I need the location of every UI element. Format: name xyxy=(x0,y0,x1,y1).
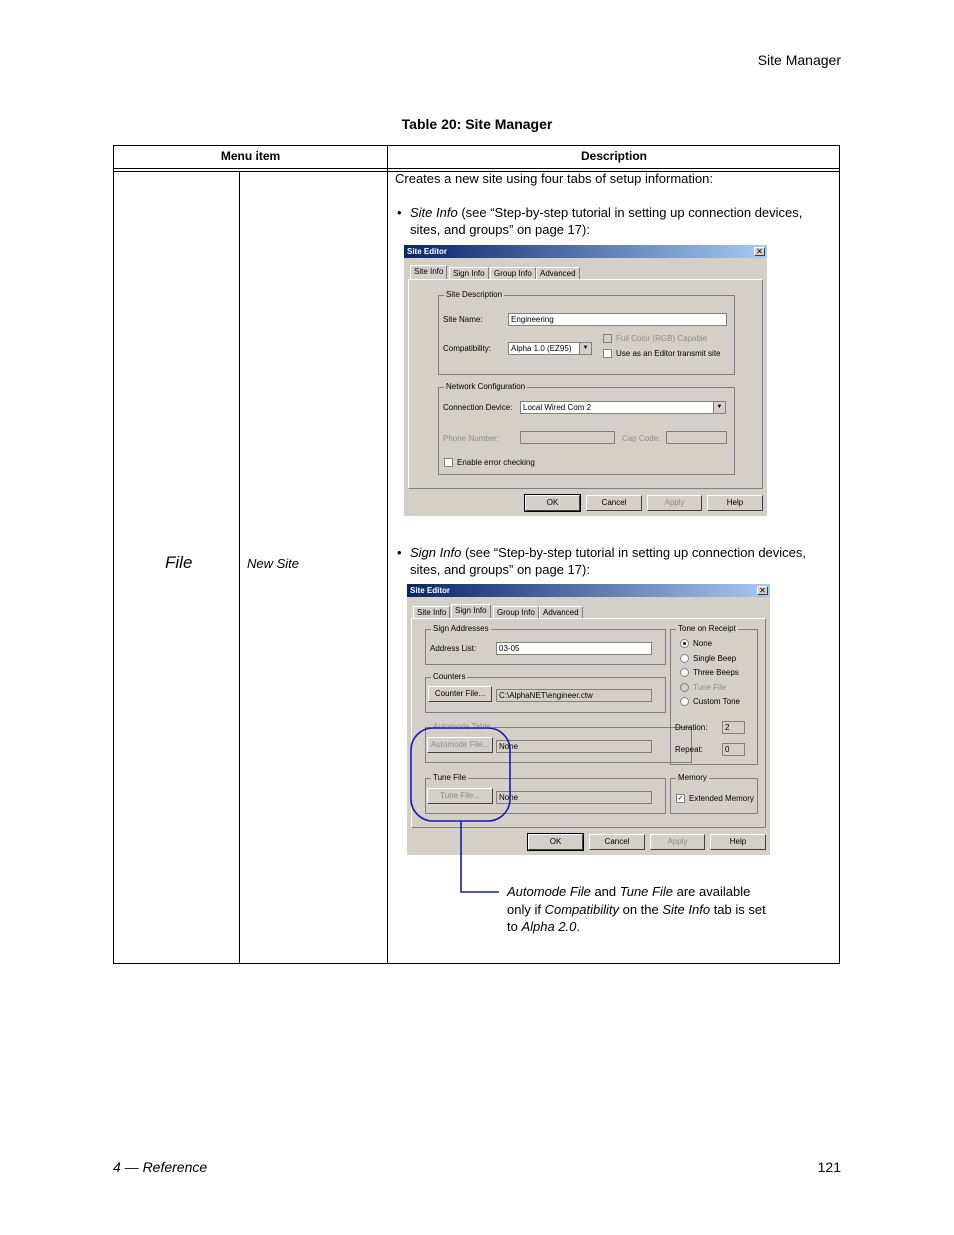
extended-memory-label: Extended Memory xyxy=(689,794,754,803)
error-checking-label: Enable error checking xyxy=(457,458,535,467)
site-name-label: Site Name: xyxy=(443,315,483,324)
tone-on-receipt-group: Tone on Receipt xyxy=(670,629,758,765)
counter-file-button[interactable]: Counter File... xyxy=(428,686,492,702)
chevron-down-icon: ▼ xyxy=(713,402,725,413)
close-icon[interactable]: ✕ xyxy=(757,586,768,595)
duration-label: Duration: xyxy=(675,723,708,732)
tab-site-info[interactable]: Site Info xyxy=(413,606,450,619)
cap-code-label: Cap Code: xyxy=(622,434,661,443)
description-intro: Creates a new site using four tabs of setup information: xyxy=(395,171,713,186)
tune-file-path: None xyxy=(496,791,652,804)
highlight-ring xyxy=(411,728,510,821)
callout-note: Automode File and Tune File are available only if Compatibility on the Site Info tab is set to Alpha 2.0. xyxy=(507,884,766,934)
cancel-button[interactable]: Cancel xyxy=(589,834,645,850)
repeat-input[interactable]: 0 xyxy=(722,743,745,756)
bullet-site-info: • Site Info (see “Step-by-step tutorial in setting up connection devices, sites, and groups” on page 17): xyxy=(397,205,803,237)
extended-memory-checkbox[interactable]: ✓ xyxy=(677,795,684,802)
connection-device-select[interactable]: Local Wired Com 2 ▼ xyxy=(520,401,726,414)
tone-single-beep-label: Single Beep xyxy=(693,654,737,663)
network-configuration-group: Network Configuration xyxy=(438,387,735,475)
address-list-input[interactable]: 03-05 xyxy=(496,642,652,655)
duration-input[interactable]: 2 xyxy=(722,721,745,734)
table-caption: Table 20: Site Manager xyxy=(401,116,553,132)
compatibility-label: Compatibility: xyxy=(443,344,492,353)
repeat-label: Repeat: xyxy=(675,745,704,754)
tab-advanced[interactable]: Advanced xyxy=(539,606,583,619)
cancel-button[interactable]: Cancel xyxy=(586,495,642,511)
bullet-sign-info: • Sign Info (see “Step-by-step tutorial in setting up connection devices, sites, and groups” on page 17): xyxy=(397,545,807,577)
tone-tune-file-label: Tune File xyxy=(693,683,727,692)
site-name-input[interactable]: Engineering xyxy=(508,313,727,326)
help-button[interactable]: Help xyxy=(710,834,766,850)
help-button[interactable]: Help xyxy=(707,495,763,511)
memory-group: Memory xyxy=(670,778,758,814)
tab-advanced[interactable]: Advanced xyxy=(536,267,580,280)
automode-file-button[interactable]: Automode File... xyxy=(427,737,493,753)
counter-file-path: C:\AlphaNET\engineer.ctw xyxy=(496,689,652,702)
tab-sign-info[interactable]: Sign Info xyxy=(451,604,491,619)
dialog-title-bar: Site Editor xyxy=(404,245,767,258)
tone-custom-label: Custom Tone xyxy=(693,697,740,706)
column-header-description: Description xyxy=(580,149,647,163)
ok-button[interactable]: OK xyxy=(525,495,580,511)
close-icon[interactable]: ✕ xyxy=(754,247,765,256)
phone-number-label: Phone Number: xyxy=(443,434,500,443)
tab-sign-info[interactable]: Sign Info xyxy=(449,267,489,280)
tab-group-info[interactable]: Group Info xyxy=(493,606,539,619)
ok-button[interactable]: OK xyxy=(528,834,583,850)
automode-table-group: Automode Table xyxy=(425,727,692,763)
footer-chapter: 4 — Reference xyxy=(113,1159,208,1175)
apply-button[interactable]: Apply xyxy=(647,495,702,511)
chevron-down-icon: ▼ xyxy=(579,343,591,354)
counters-group: Counters xyxy=(425,677,666,713)
submenu-new-site: New Site xyxy=(247,556,300,571)
column-header-menu-item: Menu item xyxy=(220,149,281,163)
tab-group-info[interactable]: Group Info xyxy=(490,267,536,280)
tone-none-label: None xyxy=(693,639,713,648)
callout-leader-line xyxy=(461,821,499,892)
compatibility-select[interactable]: Alpha 1.0 (EZ95) ▼ xyxy=(508,342,592,355)
page-number: 121 xyxy=(817,1159,841,1175)
menu-file: File xyxy=(165,553,193,572)
tune-file-group: Tune File xyxy=(425,778,666,814)
site-description-group: Site Description xyxy=(438,295,735,375)
tune-file-button[interactable]: Tune File... xyxy=(427,788,493,804)
dialog-title-bar: Site Editor xyxy=(407,584,770,597)
apply-button[interactable]: Apply xyxy=(650,834,705,850)
tone-three-beeps-label: Three Beeps xyxy=(693,668,739,677)
automode-file-path: None xyxy=(496,740,652,753)
connection-device-label: Connection Device: xyxy=(443,403,513,412)
address-list-label: Address List: xyxy=(430,644,477,653)
tab-site-info[interactable]: Site Info xyxy=(410,265,447,280)
editor-transmit-label: Use as an Editor transmit site xyxy=(616,349,721,358)
sign-addresses-group: Sign Addresses xyxy=(425,629,666,665)
full-color-label: Full Color (RGB) Capable xyxy=(616,334,708,343)
running-header: Site Manager xyxy=(757,52,841,68)
